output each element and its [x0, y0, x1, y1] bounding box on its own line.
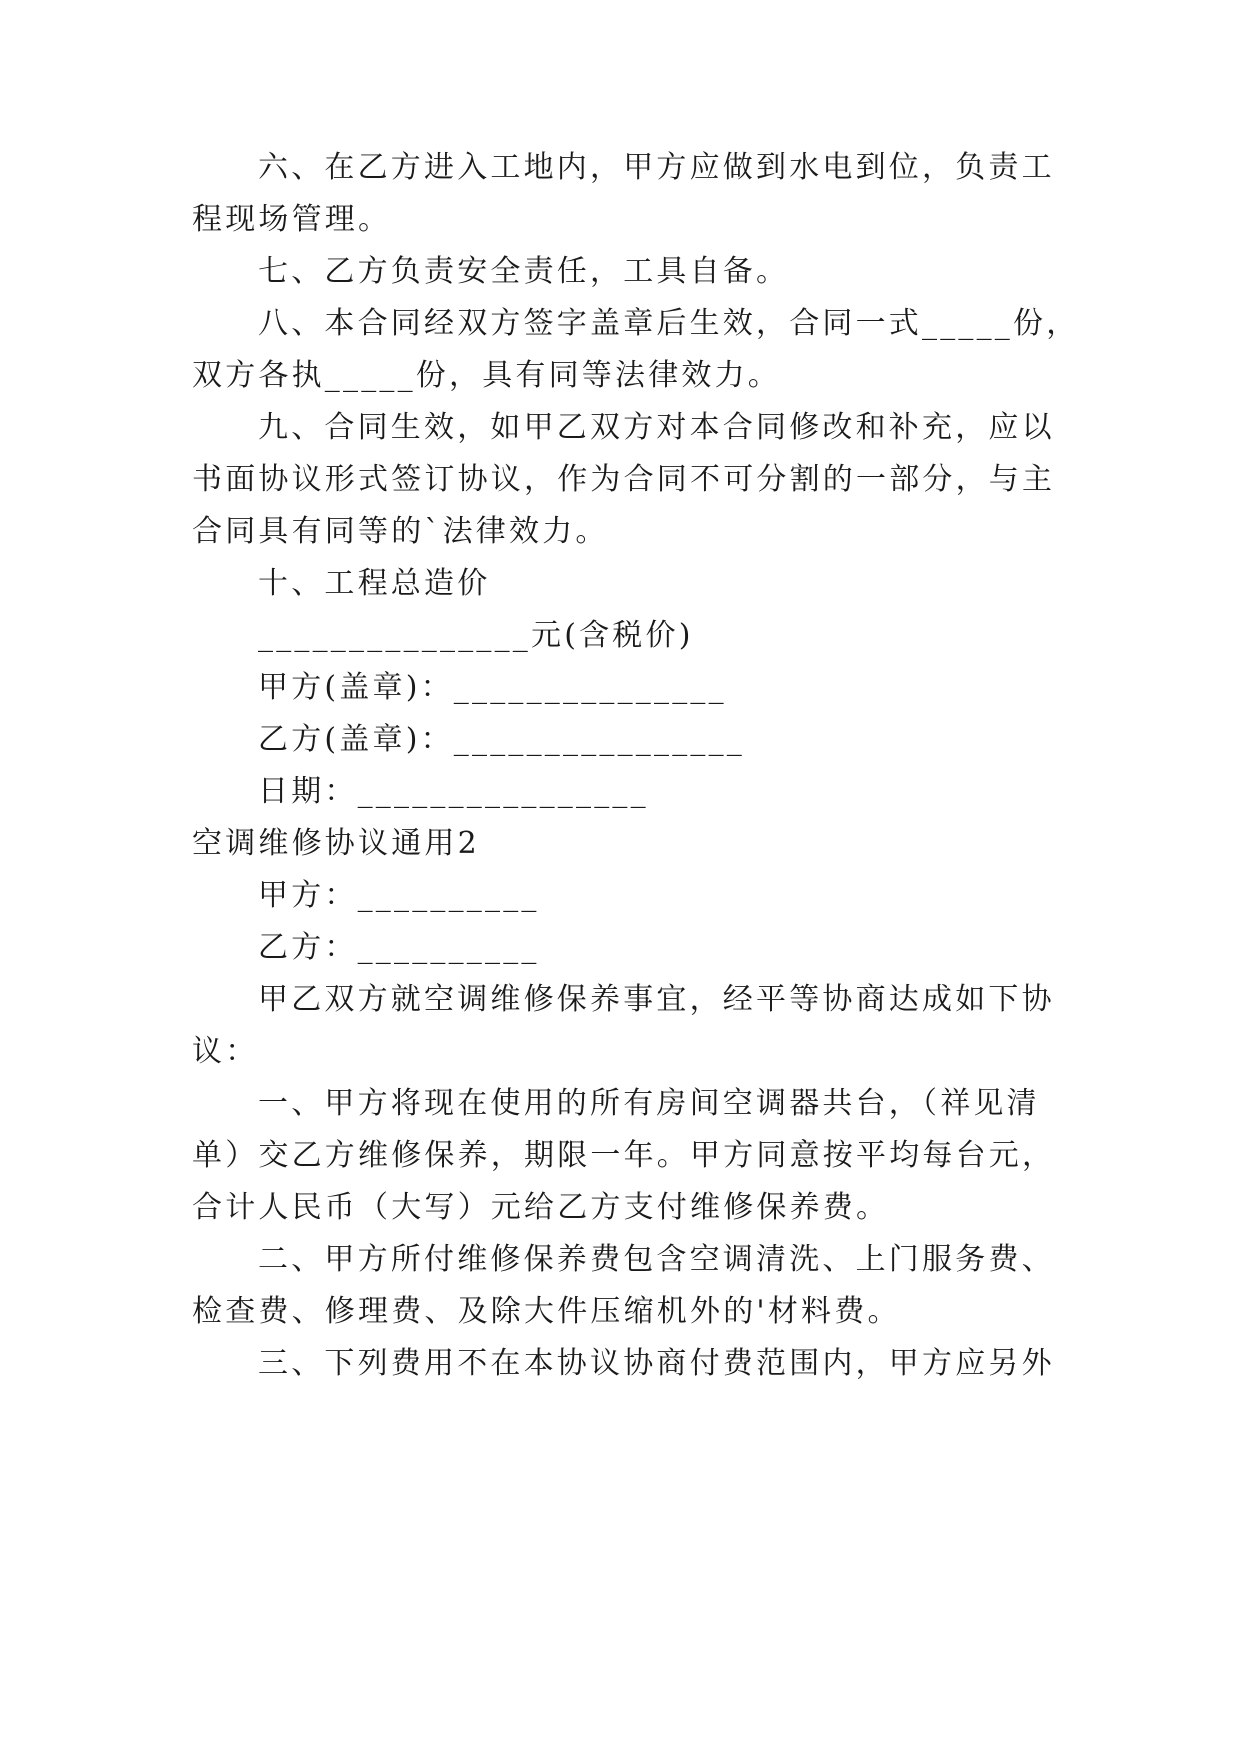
clause-1-line-3: 合计人民币（大写）元给乙方支付维修保养费。	[192, 1190, 890, 1225]
clause-2-line-1: 二、甲方所付维修保养费包含空调清洗、上门服务费、	[258, 1242, 1055, 1277]
paragraph-9-line-3: 合同具有同等的`法律效力。	[192, 514, 609, 549]
intro-line-2: 议：	[192, 1034, 259, 1069]
party-b-line: 乙方：__________	[258, 930, 540, 965]
intro-line-1: 甲乙双方就空调维修保养事宜，经平等协商达成如下协	[258, 982, 1055, 1017]
paragraph-10-heading: 十、工程总造价	[258, 566, 491, 601]
paragraph-6-line-1: 六、在乙方进入工地内，甲方应做到水电到位，负责工	[258, 150, 1055, 185]
paragraph-7: 七、乙方负责安全责任，工具自备。	[258, 254, 790, 289]
total-price-line: _______________元(含税价)	[258, 618, 694, 653]
party-a-line: 甲方：__________	[258, 878, 540, 913]
paragraph-9-line-1: 九、合同生效，如甲乙双方对本合同修改和补充，应以	[258, 410, 1055, 445]
section-title: 空调维修协议通用2	[192, 826, 480, 861]
date-line: 日期：________________	[258, 774, 649, 809]
clause-1-line-2: 单）交乙方维修保养，期限一年。甲方同意按平均每台元，	[192, 1138, 1056, 1173]
paragraph-8-line-2: 双方各执_____份，具有同等法律效力。	[192, 358, 781, 393]
party-b-seal-line: 乙方(盖章)：________________	[258, 722, 746, 757]
party-a-seal-line: 甲方(盖章)：_______________	[258, 670, 727, 705]
clause-3-line-1: 三、下列费用不在本协议协商付费范围内，甲方应另外	[258, 1346, 1055, 1381]
paragraph-6-line-2: 程现场管理。	[192, 202, 392, 237]
paragraph-9-line-2: 书面协议形式签订协议，作为合同不可分割的一部分，与主	[192, 462, 1056, 497]
clause-2-line-2: 检查费、修理费、及除大件压缩机外的'材料费。	[192, 1294, 901, 1329]
clause-1-line-1: 一、甲方将现在使用的所有房间空调器共台，（祥见清	[258, 1086, 1040, 1121]
paragraph-8-line-1: 八、本合同经双方签字盖章后生效，合同一式_____份，	[258, 306, 1080, 341]
